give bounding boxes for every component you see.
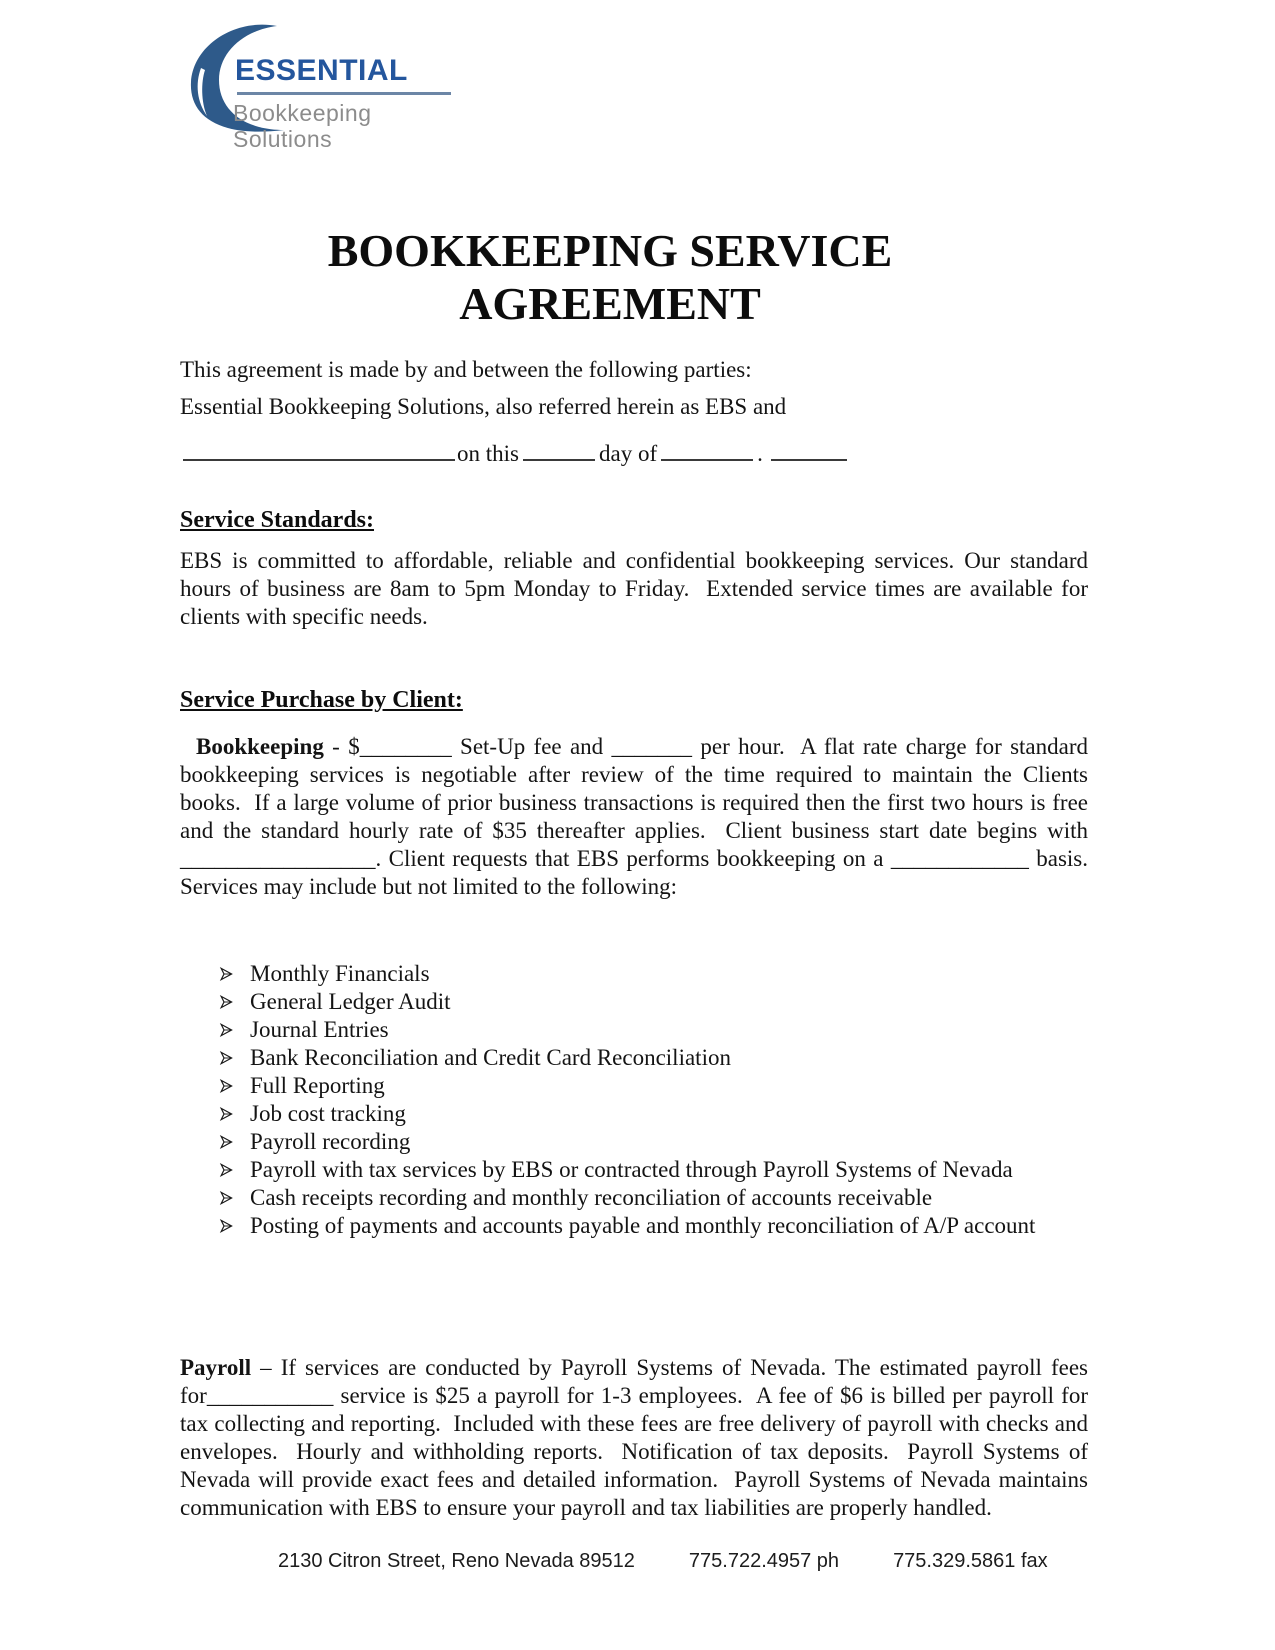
payroll-paragraph xyxy=(180,1354,1088,1522)
list-item xyxy=(180,1100,1088,1128)
blank-month-line xyxy=(661,438,753,461)
section-heading-service-standards: Service Standards: xyxy=(180,507,374,533)
list-item xyxy=(180,1128,1088,1156)
logo-divider-line xyxy=(237,92,451,95)
blank-party-name-line xyxy=(183,438,455,461)
list-item-text: Posting of payments and accounts payable and monthly reconciliation of A/P account xyxy=(250,1213,1036,1238)
title-line-1: BOOKKEEPING SERVICE xyxy=(327,225,893,276)
document-title xyxy=(156,224,1064,330)
service-standards-paragraph: EBS is committed to affordable, reliable and confidential bookkeeping services. Our standard hours of business are 8am to 5pm Monday to Friday. Extended service times are available for clients with specific needs. xyxy=(180,548,1088,629)
list-item xyxy=(180,988,1088,1016)
company-logo xyxy=(188,12,468,152)
list-item-text: Full Reporting xyxy=(250,1073,385,1098)
fill-text-day-of: day of xyxy=(598,441,658,466)
arrow-bullet-icon xyxy=(218,1016,250,1038)
arrow-bullet-icon xyxy=(218,1044,250,1066)
bookkeeping-paragraph xyxy=(180,733,1088,901)
blank-year-line xyxy=(771,438,847,461)
fill-in-date-line xyxy=(183,438,1091,468)
title-line-2: AGREEMENT xyxy=(459,278,761,329)
arrow-bullet-icon xyxy=(218,1072,250,1094)
arrow-bullet-icon xyxy=(218,1212,250,1234)
section-heading-service-purchase: Service Purchase by Client: xyxy=(180,687,463,713)
list-item xyxy=(180,1184,1088,1212)
list-item xyxy=(180,1156,1088,1184)
list-item xyxy=(180,1072,1088,1100)
intro-ebs-line: Essential Bookkeeping Solutions, also referred herein as EBS and xyxy=(180,394,787,419)
logo-tagline: Bookkeeping Solutions xyxy=(233,100,372,152)
arrow-bullet-icon xyxy=(218,1184,250,1206)
fill-text-period: . xyxy=(757,441,763,466)
arrow-bullet-icon xyxy=(218,988,250,1010)
list-item xyxy=(180,1016,1088,1044)
footer-phone: 775.722.4957 ph xyxy=(688,1550,840,1572)
list-item-text: Job cost tracking xyxy=(250,1101,406,1126)
services-list xyxy=(180,960,1088,1240)
list-item-text: Monthly Financials xyxy=(250,961,430,986)
payroll-text: – If services are conducted by Payroll Systems of Nevada. The estimated payroll fees for___________ service is $25 a payroll for 1-3 employees. A fee of $6 is billed per payroll for tax collecting and reporting. Included with these fees are free delivery of payroll with checks and envelopes. Hourly and withholding reports. Notification of tax deposits. Payroll Systems of Nevada will provide exact fees and detailed information. Payroll Systems of Nevada maintains communication with EBS to ensure your payroll and tax liabilities are properly handled. xyxy=(180,1355,1088,1520)
list-item xyxy=(180,960,1088,988)
logo-brand-text: ESSENTIAL xyxy=(235,54,408,87)
intro-parties-line: This agreement is made by and between the following parties: xyxy=(180,357,752,382)
list-item-text: Payroll recording xyxy=(250,1129,411,1154)
list-item-text: Bank Reconciliation and Credit Card Reconciliation xyxy=(250,1045,731,1070)
list-item-text: Payroll with tax services by EBS or contracted through Payroll Systems of Nevada xyxy=(250,1157,1013,1182)
footer-fax: 775.329.5861 fax xyxy=(893,1550,1048,1572)
footer xyxy=(278,1549,1048,1573)
bookkeeping-text: - $________ Set-Up fee and _______ per hour. A flat rate charge for standard bookkeeping services is negotiable after review of the time required to maintain the Clients books. If a large volume of prior business transactions is required then the first two hours is free and the standard hourly rate of $35 thereafter applies. Client business start date begins with _________________. Client requests that EBS performs bookkeeping on a ____________ basis. Services may include but not limited to the following: xyxy=(180,734,1088,899)
fill-text-on-this: on this xyxy=(457,441,519,466)
list-item xyxy=(180,1044,1088,1072)
arrow-bullet-icon xyxy=(218,1156,250,1178)
arrow-bullet-icon xyxy=(218,960,250,982)
arrow-bullet-icon xyxy=(218,1128,250,1150)
list-item xyxy=(180,1212,1088,1240)
list-item-text: Journal Entries xyxy=(250,1017,389,1042)
blank-day-line xyxy=(523,438,595,461)
payroll-lead-label: Payroll xyxy=(180,1355,252,1380)
list-item-text: General Ledger Audit xyxy=(250,989,451,1014)
list-item-text: Cash receipts recording and monthly reconciliation of accounts receivable xyxy=(250,1185,933,1210)
footer-address: 2130 Citron Street, Reno Nevada 89512 xyxy=(278,1550,635,1572)
arrow-bullet-icon xyxy=(218,1100,250,1122)
bookkeeping-lead-label: Bookkeeping xyxy=(196,734,324,759)
